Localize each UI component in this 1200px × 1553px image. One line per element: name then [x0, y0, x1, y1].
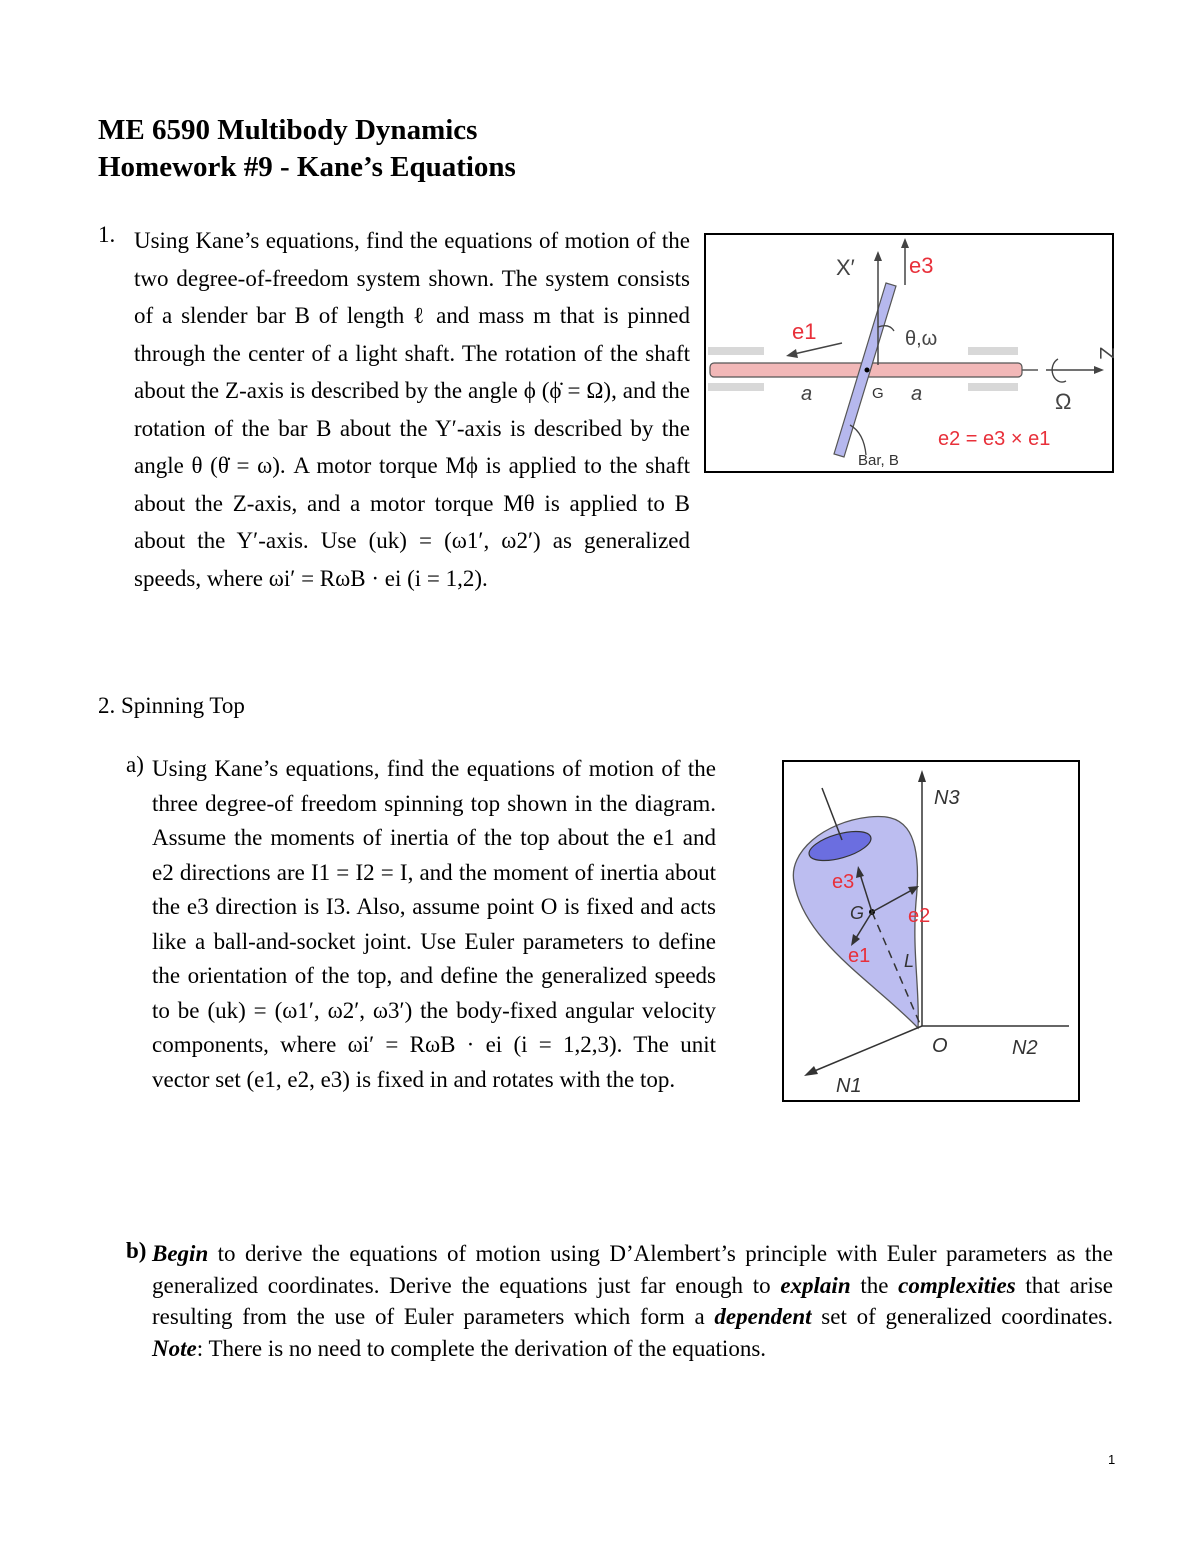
- e1-arrowhead: [786, 349, 798, 358]
- part-b-s1: to derive the equations of motion using D’Alembert’s principle with Euler parameters as the generalized coordinates. Derive the equations just far enough to: [152, 1241, 1113, 1298]
- label-x-prime: X′: [836, 255, 855, 280]
- label-e2-body: e2: [908, 905, 931, 927]
- problem-2-heading: 2. Spinning Top: [98, 693, 245, 718]
- x-prime-arrowhead: [874, 251, 882, 261]
- e3-arrowhead: [901, 238, 909, 248]
- spinning-top-diagram: [784, 762, 1077, 1099]
- label-e2-cross: e2 = e3 × e1: [938, 428, 1051, 450]
- label-g: G: [872, 385, 884, 402]
- right-bearing-top: [968, 347, 1018, 355]
- n1-arrowhead: [804, 1066, 818, 1076]
- figure-shaft-bar: [704, 233, 1117, 473]
- part-b-complexities: complexities: [898, 1272, 1016, 1298]
- part-b-note: Note: [152, 1335, 197, 1361]
- part-a-marker: a): [126, 752, 144, 777]
- label-n3: N3: [934, 787, 960, 809]
- left-bearing-bottom: [708, 383, 764, 391]
- e1-vector: [794, 343, 842, 354]
- label-e1-body: e1: [848, 945, 871, 967]
- shaft-bar-diagram: [706, 235, 1117, 470]
- course-title: ME 6590 Multibody Dynamics: [98, 114, 478, 146]
- part-b-dependent: dependent: [714, 1304, 812, 1329]
- left-bearing-top: [708, 347, 764, 355]
- figure-spinning-top: [782, 760, 1080, 1102]
- label-e3: e3: [909, 253, 934, 278]
- label-z: Z: [1095, 347, 1117, 360]
- right-bearing-bottom: [968, 383, 1018, 391]
- part-b-s3: that arise resulting from the use of Euler parameters which form a: [152, 1272, 1113, 1329]
- problem-1-text: Using Kane’s equations, find the equations of motion of the two degree-of-freedom system shown. The system consists of a slender bar B of length ℓ and mass m that is pinned through the center of a light shaft. The rotation of the shaft about the Z-axis is described by the angle ϕ (ϕ̇ = Ω), and the rotation of the bar B about the Y′-axis is described by the angle θ (θ̇ = ω). A motor torque Mϕ is applied to the shaft about the Z-axis, and a motor torque Mθ is applied to B about the Y′-axis. Use (uk) = (ω1′, ω2′) as generalized speeds, where ωi′ = RωB · ei (i = 1,2).: [134, 228, 690, 591]
- label-n2: N2: [1012, 1037, 1038, 1059]
- homework-title: Homework #9 - Kane’s Equations: [98, 151, 516, 183]
- n3-arrowhead: [918, 770, 926, 782]
- label-o: O: [932, 1035, 948, 1057]
- bar-center-dot: [865, 368, 870, 373]
- label-a-right: a: [911, 383, 923, 405]
- label-l: L: [904, 951, 915, 971]
- label-e1: e1: [792, 319, 817, 344]
- z-arrowhead: [1094, 366, 1104, 374]
- part-b-begin: Begin: [152, 1241, 209, 1266]
- part-b-text: [152, 1238, 1113, 1364]
- label-n1: N1: [836, 1075, 862, 1097]
- part-b-s4: set of generalized coordinates.: [811, 1304, 1113, 1329]
- page-number: 1: [1108, 1452, 1116, 1467]
- part-b-marker: b): [126, 1238, 147, 1263]
- label-e3-body: e3: [832, 871, 855, 893]
- label-omega-cap: Ω: [1055, 389, 1072, 414]
- part-a-text: Using Kane’s equations, find the equations of motion of the three degree-of freedom spinning top shown in the diagram. Assume the moments of inertia of the top about the e1 and e2 directions are I1 = I2 = I, and the moment of inertia about the e3 direction is I3. Also, assume point O is fixed and acts like a ball-and-socket joint. Use Euler parameters to define the orientation of the top, and define the generalized speeds to be (uk) = (ω1′, ω2′, ω3′) the body-fixed angular velocity components, where ωi′ = RωB · ei (i = 1,2,3). The unit vector set (e1, e2, e3) is fixed in and rotates with the top.: [152, 756, 716, 1092]
- label-a-left: a: [801, 383, 813, 405]
- label-theta-omega: θ,ω: [905, 328, 938, 350]
- problem-1-number: 1.: [98, 222, 116, 247]
- part-b-s5: : There is no need to complete the derivation of the equations.: [196, 1335, 767, 1361]
- label-g-top: G: [850, 903, 865, 923]
- part-b-s2: the: [850, 1272, 899, 1298]
- n1-axis: [812, 1026, 922, 1072]
- part-b-explain: explain: [780, 1272, 851, 1298]
- label-bar-b: Bar, B: [858, 452, 899, 469]
